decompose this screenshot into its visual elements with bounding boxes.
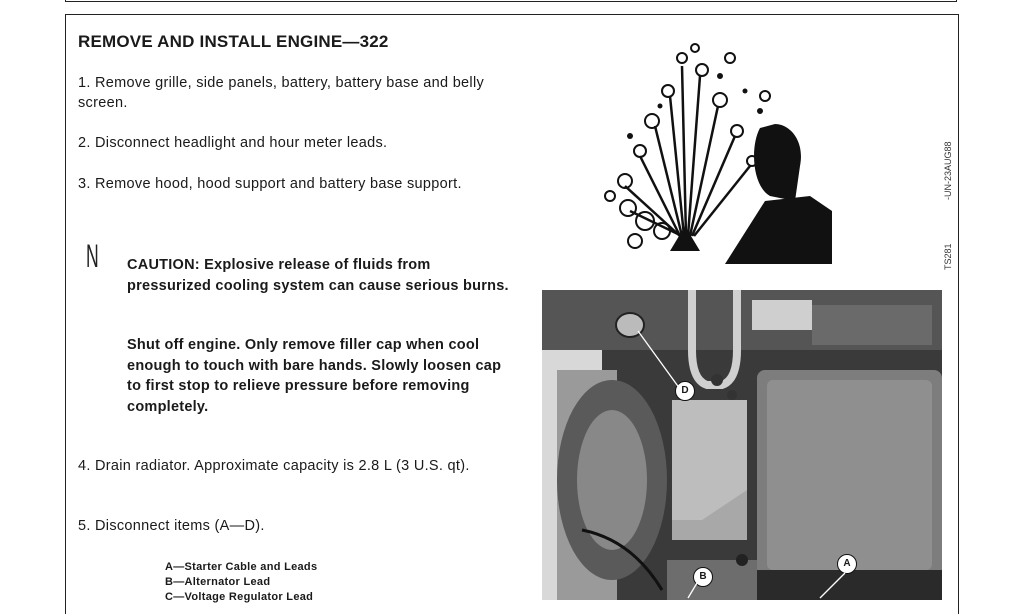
callout-leader-lines xyxy=(540,288,960,600)
parts-legend xyxy=(165,560,317,605)
top-frame-remnant xyxy=(65,0,957,2)
illustration-ref: TS281 xyxy=(943,243,953,270)
step-1: 1. Remove grille, side panels, battery, battery base and belly screen. xyxy=(78,75,485,111)
legend-item-b: B—Alternator Lead xyxy=(165,576,271,588)
step-4: 4. Drain radiator. Approximate capacity is 2.8 L (3 U.S. qt). xyxy=(78,458,470,474)
callout-a: A xyxy=(837,554,857,574)
callout-b: B xyxy=(693,567,713,587)
explosion-hazard-icon xyxy=(600,36,840,268)
legend-item-c: C—Voltage Regulator Lead xyxy=(165,591,314,603)
illustration-code: -UN-23AUG88 xyxy=(943,141,953,200)
callout-d: D xyxy=(675,381,695,401)
step-3: 3. Remove hood, hood support and battery base support. xyxy=(78,176,462,192)
caution-body: Shut off engine. Only remove filler cap when cool enough to touch with bare hands. Slowly loosen cap to first stop to relieve pressure before removing completely. xyxy=(127,337,502,415)
caution-heading: CAUTION: Explosive release of fluids from pressurized cooling system can cause serious burns. xyxy=(127,257,509,294)
legend-item-a: A—Starter Cable and Leads xyxy=(165,561,318,573)
step-2: 2. Disconnect headlight and hour meter leads. xyxy=(78,135,388,151)
step-5: 5. Disconnect items (A—D). xyxy=(78,518,265,534)
page-title: REMOVE AND INSTALL ENGINE—322 xyxy=(78,32,389,51)
caution-marker: N xyxy=(86,238,99,274)
